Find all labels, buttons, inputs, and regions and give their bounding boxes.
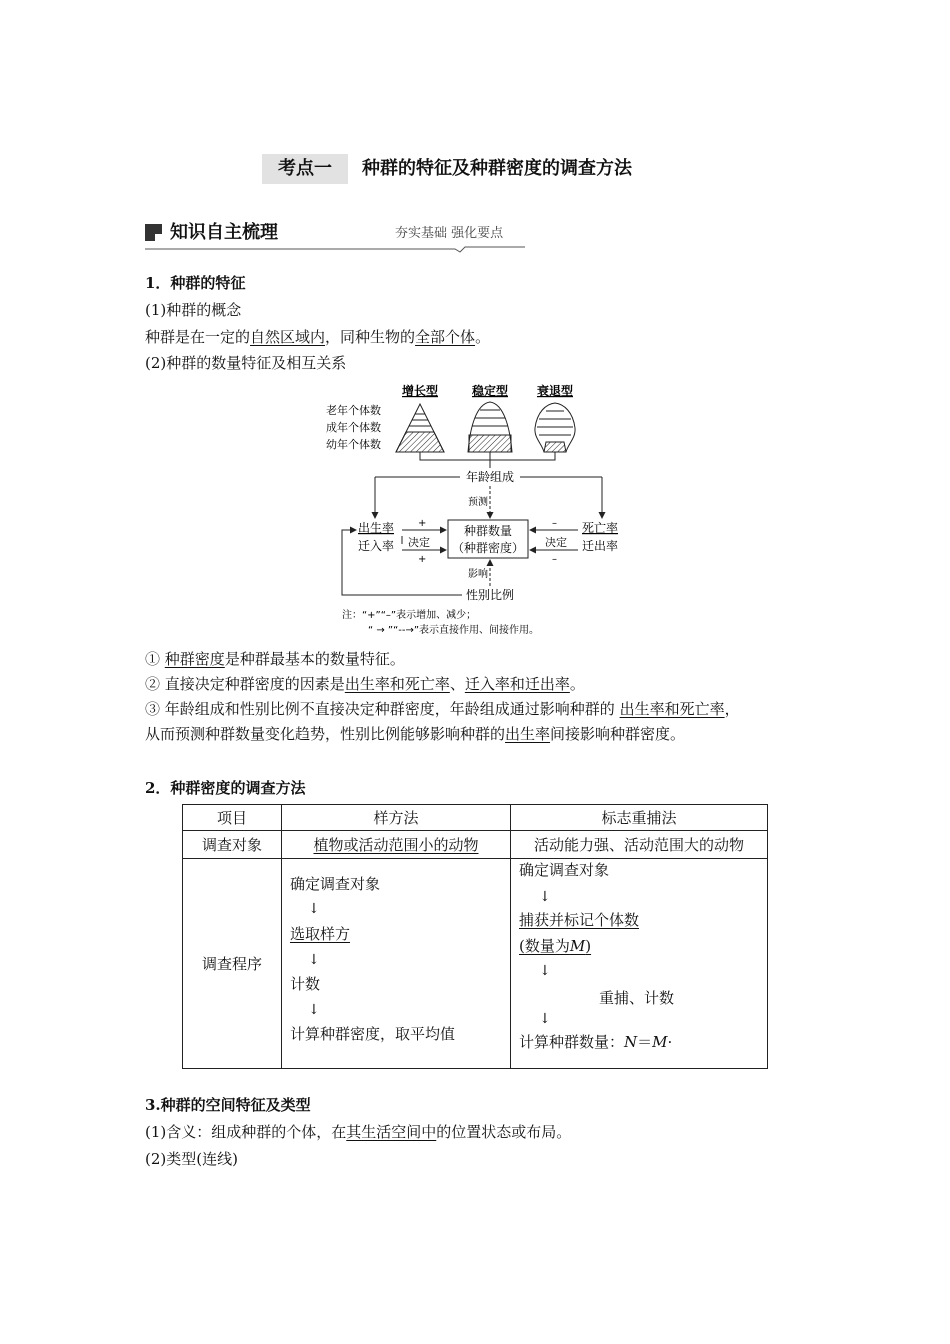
plus-bottom: + [418,554,427,565]
quadrat-step-2: 选取样方 [290,925,351,943]
center-line1: 种群数量 [463,524,513,538]
down-arrow-icon: ↓ [539,963,551,979]
text: 从而预测种群数量变化趋势，性别比例能够影响种群的 [145,725,506,743]
section-square-icon [145,224,162,241]
blank-answer: 其生活空间中 [346,1123,437,1141]
quadrat-step-1: 确定调查对象 [290,875,381,893]
point-2 [145,673,585,695]
heading-density-methods: 2．种群密度的调查方法 [145,779,306,797]
mark-step-2b [519,935,591,956]
text: · [667,1033,673,1051]
minus-bottom: – [552,554,557,565]
death-rate-label: 死亡率 [582,521,619,535]
point-number: ② [145,675,161,693]
text: (数量为 [519,937,570,955]
mark-step-4 [519,1031,672,1052]
center-line2: （种群密度） [451,541,525,555]
section-rule [145,245,525,253]
plus-top: + [418,518,427,529]
immigration-label: 迁入率 [358,539,395,553]
sex-ratio-label: 性别比例 [465,588,515,602]
blank-answer: 出生率和死亡率 [619,700,725,718]
concept-definition [145,326,490,348]
diagram-note-1: 注：“+”“–”表示增加、减少； [342,610,477,621]
influence-label: 影响 [468,569,488,580]
birth-rate-label: 出生率 [358,521,395,535]
mark-step-1: 确定调查对象 [519,861,610,879]
var-m: M [569,937,586,955]
decide-right: 决定 [545,536,567,549]
text: 、 [449,675,465,693]
quadrat-step-4: 计算种群密度，取平均值 [290,1025,456,1043]
page-title: 种群的特征及种群密度的调查方法 [362,158,632,179]
diagram-note-2: “ → ”“--→”表示直接作用、间接作用。 [368,625,540,636]
var-n: N [624,1033,638,1051]
point-number: ① [145,650,161,668]
spatial-meaning [145,1121,571,1143]
text: 。 [475,328,491,346]
header-quadrat: 样方法 [282,805,511,831]
mark-subject: 活动能力强、活动范围大的动物 [511,831,768,859]
blank-answer: 种群密度 [164,650,225,668]
text: (1)含义：组成种群的个体，在 [145,1123,347,1141]
text: 。 [569,675,585,693]
topic-tag: 考点一 [262,154,348,184]
text: ， [724,700,740,718]
mark-procedure [511,859,768,1069]
growth-pyramid-icon [396,404,444,452]
table-row [183,831,768,859]
table-row [183,859,768,1069]
blank-answer: 植物或活动范围小的动物 [313,836,479,854]
text: 间接影响种群密度。 [550,725,686,743]
sub-quantity-features: (2)种群的数量特征及相互关系 [145,354,347,372]
quadrat-procedure [282,859,511,1069]
population-features-diagram [320,378,620,640]
down-arrow-icon: ↓ [308,1002,320,1018]
text: 直接决定种群密度的因素是 [164,675,345,693]
header-mark-recapture: 标志重捕法 [511,805,768,831]
blank-answer: 出生率 [505,725,551,743]
heading-spatial: 3.种群的空间特征及类型 [145,1096,311,1114]
down-arrow-icon: ↓ [308,901,320,917]
age-old-label: 老年个体数 [326,404,381,417]
var-m: M [652,1033,668,1051]
point-3 [145,698,740,720]
age-adult-label: 成年个体数 [326,421,381,434]
blank-answer: 全部个体 [415,328,476,346]
text: 的位置状态或布局。 [436,1123,572,1141]
sub-concept: (1)种群的概念 [145,301,242,319]
row-label-subject: 调查对象 [183,831,282,859]
quadrat-step-3: 计数 [290,975,321,993]
predict-label: 预测 [468,497,488,508]
text: 是种群最基本的数量特征。 [224,650,405,668]
mark-step-3: 重捕、计数 [599,989,675,1007]
down-arrow-icon: ↓ [539,889,551,905]
row-label-procedure: 调查程序 [183,859,282,1069]
type-decline-label: 衰退型 [536,384,574,398]
point-1 [145,648,405,670]
down-arrow-icon: ↓ [539,1011,551,1027]
text: 种群是在一定的 [145,328,251,346]
decline-urn-icon [535,403,575,452]
text: 计算种群数量： [519,1033,625,1051]
survey-methods-table [182,804,768,1069]
text: ，同种生物的 [325,328,416,346]
type-growth-label: 增长型 [401,384,439,398]
text: 年龄组成和性别比例不直接决定种群密度，年龄组成通过影响种群的 [164,700,615,718]
text: ) [585,937,592,955]
header-item: 项目 [183,805,282,831]
point-number: ③ [145,700,161,718]
blank-answer: 出生率和死亡率 [344,675,450,693]
section-title: 知识自主梳理 [170,222,278,243]
section-subtitle: 夯实基础 强化要点 [395,226,504,241]
blank-answer: 迁入率和迁出率 [464,675,570,693]
text: ＝ [637,1033,653,1051]
table-header-row [183,805,768,831]
quadrat-subject [282,831,511,859]
blank-answer: 自然区域内 [250,328,326,346]
decide-left: 决定 [408,536,430,549]
point-3-cont [145,723,685,745]
emigration-label: 迁出率 [582,539,619,553]
type-stable-label: 稳定型 [471,384,509,398]
stable-bell-icon [468,402,512,452]
spatial-types: (2)类型(连线) [145,1150,238,1168]
mark-step-2: 捕获并标记个体数 [519,911,640,929]
down-arrow-icon: ↓ [308,952,320,968]
heading-population-features: 1．种群的特征 [145,274,246,292]
minus-top: – [552,518,557,529]
age-structure-label: 年龄组成 [465,470,515,484]
age-young-label: 幼年个体数 [326,438,381,451]
